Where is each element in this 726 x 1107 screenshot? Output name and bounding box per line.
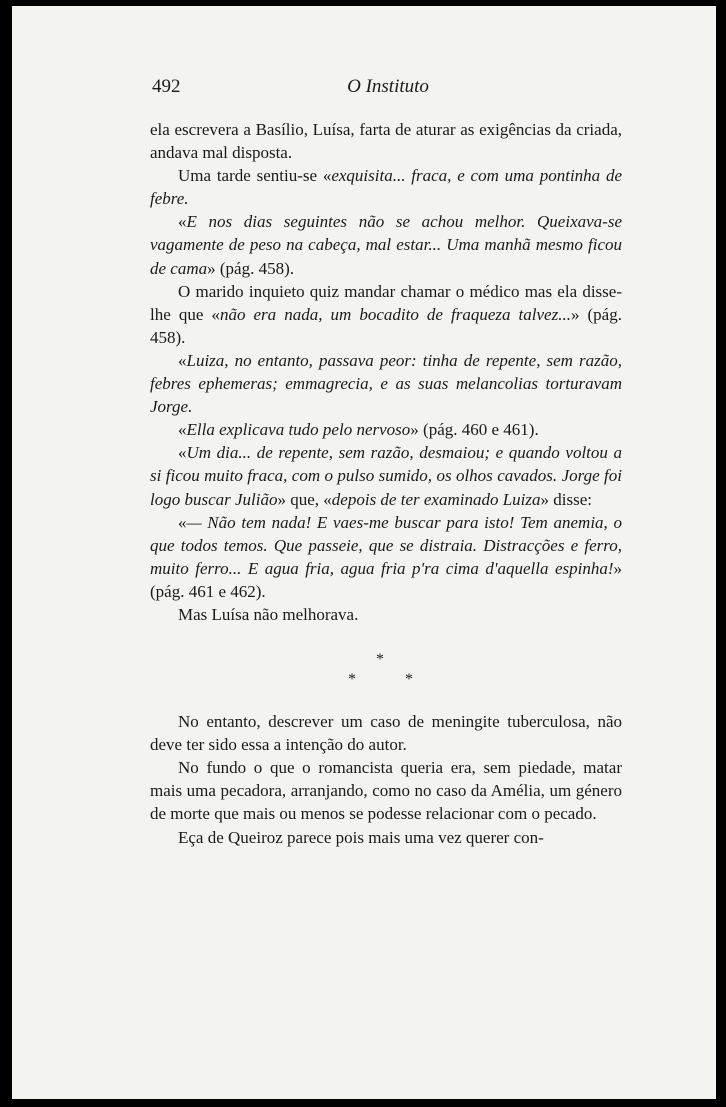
paragraph: Eça de Queiroz parece pois mais uma vez querer con- bbox=[178, 827, 544, 847]
paragraph: No entanto, descrever um caso de meningite tuberculosa, não deve ter sido essa a intenção do autor. bbox=[150, 712, 622, 755]
asterism-star: * bbox=[376, 651, 384, 669]
page-number: 492 bbox=[152, 76, 181, 97]
asterism-star: * bbox=[405, 671, 413, 689]
running-head bbox=[152, 76, 624, 102]
quote-paragraph: «— Não tem nada! E vaes-me buscar para isto! Tem anemia, o que todos temos. Que passeie, que se distraia. Distracções e ferro, muito ferro... E agua fria, agua fria p'ra cima d'aquella espinha!» (pág. 461 e 462). bbox=[150, 512, 622, 601]
section-separator bbox=[150, 632, 622, 702]
paragraph: Mas Luísa não melhorava. bbox=[178, 604, 359, 624]
book-page bbox=[12, 6, 716, 1099]
running-title: O Instituto bbox=[347, 76, 429, 97]
quote-paragraph: «Luiza, no entanto, passava peor: tinha de repente, sem razão, febres ephemeras; emmagrecia, e as suas melancolias torturavam Jorge. bbox=[150, 350, 622, 417]
quote-paragraph: «Um dia... de repente, sem razão, desmaiou; e quando voltou a si ficou muito fraca, com o pulso sumido, os olhos cavados. Jorge foi logo buscar Julião» que, «depois de ter examinado Luiza» disse: bbox=[150, 443, 622, 509]
quote-paragraph: «E nos dias seguintes não se achou melhor. Queixava-se vagamente de peso na cabeça, mal estar... Uma manhã mesmo ficou de cama» (pág. 458). bbox=[150, 212, 622, 278]
asterism-star: * bbox=[348, 671, 356, 689]
paragraph: ela escrevera a Basílio, Luísa, farta de aturar as exigências da criada, andava mal disposta. bbox=[150, 120, 622, 163]
paragraph: No fundo o que o romancista queria era, sem piedade, matar mais uma pecadora, arranjando, como no caso da Amélia, um género de morte que mais ou menos se podesse relacionar com o pecado. bbox=[150, 758, 622, 824]
paragraph: Uma tarde sentiu-se «exquisita... fraca, e com uma pontinha de febre. bbox=[150, 166, 623, 209]
body-text bbox=[150, 118, 622, 849]
quote-paragraph: «Ella explicava tudo pelo nervoso» (pág. 460 e 461). bbox=[178, 420, 539, 440]
paragraph: O marido inquieto quiz mandar chamar o médico mas ela disse-lhe que «não era nada, um bocadito de fraqueza talvez...» (pág. 458). bbox=[150, 281, 622, 347]
